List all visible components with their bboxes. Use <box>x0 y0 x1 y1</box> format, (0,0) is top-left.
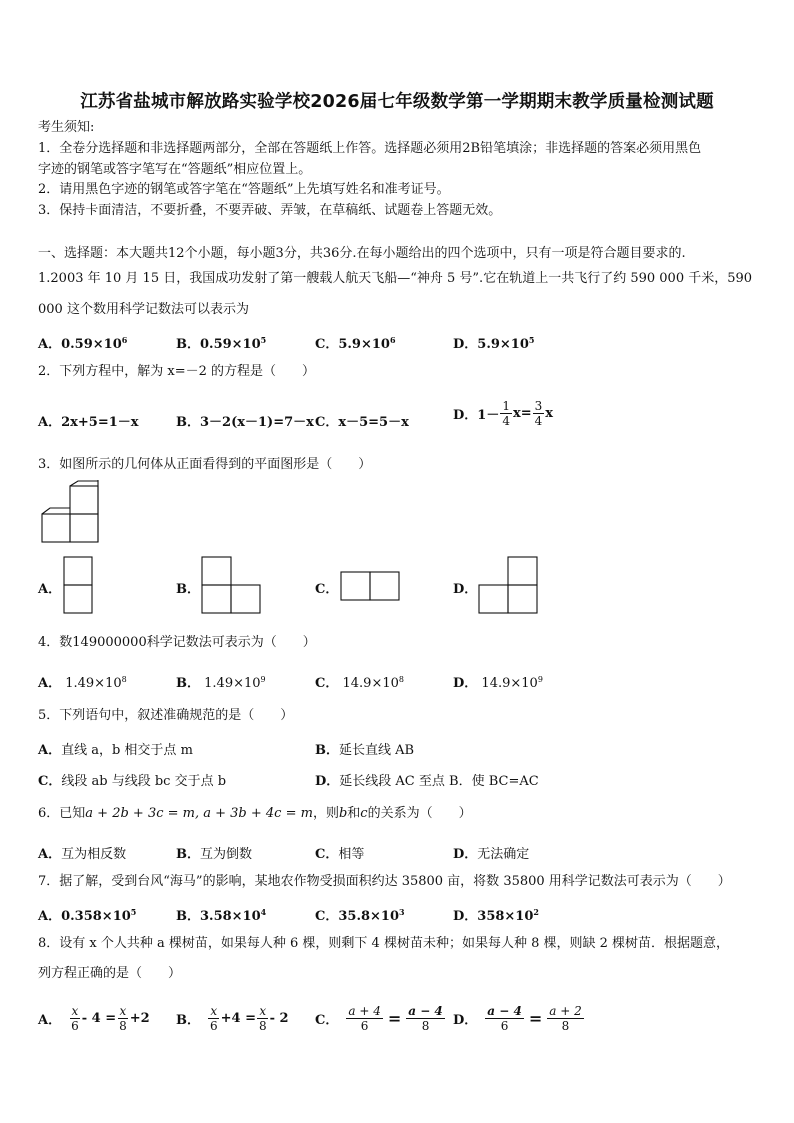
q3-option-c-label: C． <box>315 582 339 597</box>
q8-option-d: D． $\frac{a - 4}{6}$ = $\frac{a + 2}{8}$ <box>453 1004 582 1033</box>
q8-option-c: C． $\frac{a + 4}{6}$ = $\frac{a - 4}{8}$ <box>315 1004 443 1033</box>
notice-item: 2．请用黑色字迹的钢笔或答字笔在“答题纸”上先填写姓名和准考证号。 <box>38 182 450 197</box>
q3-option-b-figure <box>201 556 263 616</box>
q2-option-a: A．2x+5=1－x <box>38 415 139 430</box>
question-8-stem-cont: 列方程正确的是（ ） <box>38 966 182 981</box>
q5-option-a: A．直线 a，b 相交于点 m <box>38 743 193 758</box>
section-heading: 一、选择题：本大题共12个小题，每小题3分，共36分.在每小题给出的四个选项中，只有一项是符合题目要求的. <box>38 246 686 261</box>
q3-option-d-label: D． <box>453 582 478 597</box>
question-4-stem: 4．数149000000科学记数法可表示为（ ） <box>38 635 316 650</box>
q3-option-a-label: A． <box>38 582 62 597</box>
q6-option-d: D．无法确定 <box>453 847 530 862</box>
q3-option-d-figure <box>478 556 540 616</box>
q5-option-c: C．线段 ab 与线段 bc 交于点 b <box>38 774 227 789</box>
question-1-stem: 1.2003 年 10 月 15 日，我国成功发射了第一艘载人航天飞船—“神舟 5 号”.它在轨道上一共飞行了约 590 000 千米，590 <box>38 271 753 286</box>
q2-option-d: D．1－ $\frac{1}{4}$ x= $\frac{3}{4}$ x <box>453 399 554 428</box>
q3-option-c-figure <box>340 571 402 603</box>
q1-option-a: A．$0.59\times 10^6$ <box>38 335 128 352</box>
question-3-stem: 3．如图所示的几何体从正面看得到的平面图形是（ ） <box>38 457 372 472</box>
q1-option-b: B．$0.59\times 10^5$ <box>176 335 267 352</box>
notice-item: 1．全卷分选择题和非选择题两部分，全部在答题纸上作答。选择题必须用2B铅笔填涂；非选择题的答案必须用黑色 <box>38 141 702 156</box>
q5-option-d: D．延长线段 AC 至点 B．使 BC=AC <box>315 774 539 789</box>
q7-option-d: D．$358\times 10^2$ <box>453 907 539 924</box>
q8-option-b: B． $\frac{x}{6}$ +4 = $\frac{x}{8}$ - 2 <box>176 1004 289 1033</box>
q6-option-b: B．互为倒数 <box>176 847 253 862</box>
question-7-stem: 7．据了解，受到台风“海马”的影响，某地农作物受损面积约达 35800 亩，将数 35800 用科学记数法可表示为（ ） <box>38 874 731 889</box>
question-8-stem: 8．设有 x 个人共种 a 棵树苗，如果每人种 6 棵，则剩下 4 棵树苗未种；如果每人种 8 棵，则缺 2 棵树苗．根据题意， <box>38 936 730 951</box>
q8-option-a: A． $\frac{x}{6}$ - 4 = $\frac{x}{8}$ +2 <box>38 1004 150 1033</box>
q7-option-a: A．$0.358\times 10^5$ <box>38 907 137 924</box>
question-6-stem: 6．已知a + 2b + 3c = m, a + 3b + 4c = m，则b和c的关系为（ ） <box>38 806 472 821</box>
q5-option-b: B．延长直线 AB <box>315 743 415 758</box>
page-title: 江苏省盐城市解放路实验学校2026届七年级数学第一学期期末教学质量检测试题 <box>80 92 714 112</box>
q4-option-d: D． $14.9\times 10^9$ <box>453 675 543 691</box>
q7-option-c: C．$35.8\times 10^3$ <box>315 907 405 924</box>
solid-figure-diagram <box>38 480 102 546</box>
question-2-stem: 2．下列方程中，解为 x=－2 的方程是（ ） <box>38 364 316 379</box>
q4-option-c: C． $14.9\times 10^8$ <box>315 675 404 691</box>
q3-option-b-label: B． <box>176 582 200 597</box>
notice-item: 字迹的钢笔或答字笔写在“答题纸”相应位置上。 <box>38 162 312 177</box>
q1-option-c: C．$5.9\times 10^6$ <box>315 335 396 352</box>
q4-option-b: B． $1.49\times 10^9$ <box>176 675 266 691</box>
question-1-stem-cont: 000 这个数用科学记数法可以表示为 <box>38 302 249 317</box>
q6-option-c: C．相等 <box>315 847 365 862</box>
question-5-stem: 5．下列语句中，叙述准确规范的是（ ） <box>38 708 294 723</box>
q2-option-c: C．x－5=5－x <box>315 415 409 430</box>
q3-option-a-figure <box>63 556 95 616</box>
q1-option-d: D．$5.9\times 10^5$ <box>453 335 535 352</box>
notice-heading: 考生须知: <box>38 120 95 135</box>
q2-option-b: B．3－2(x－1)=7－x <box>176 415 314 430</box>
q6-option-a: A．互为相反数 <box>38 847 127 862</box>
notice-item: 3．保持卡面清洁，不要折叠，不要弄破、弄皱，在草稿纸、试题卷上答题无效。 <box>38 203 502 218</box>
q4-option-a: A． $1.49\times 10^8$ <box>38 675 127 691</box>
q7-option-b: B．$3.58\times 10^4$ <box>176 907 267 924</box>
